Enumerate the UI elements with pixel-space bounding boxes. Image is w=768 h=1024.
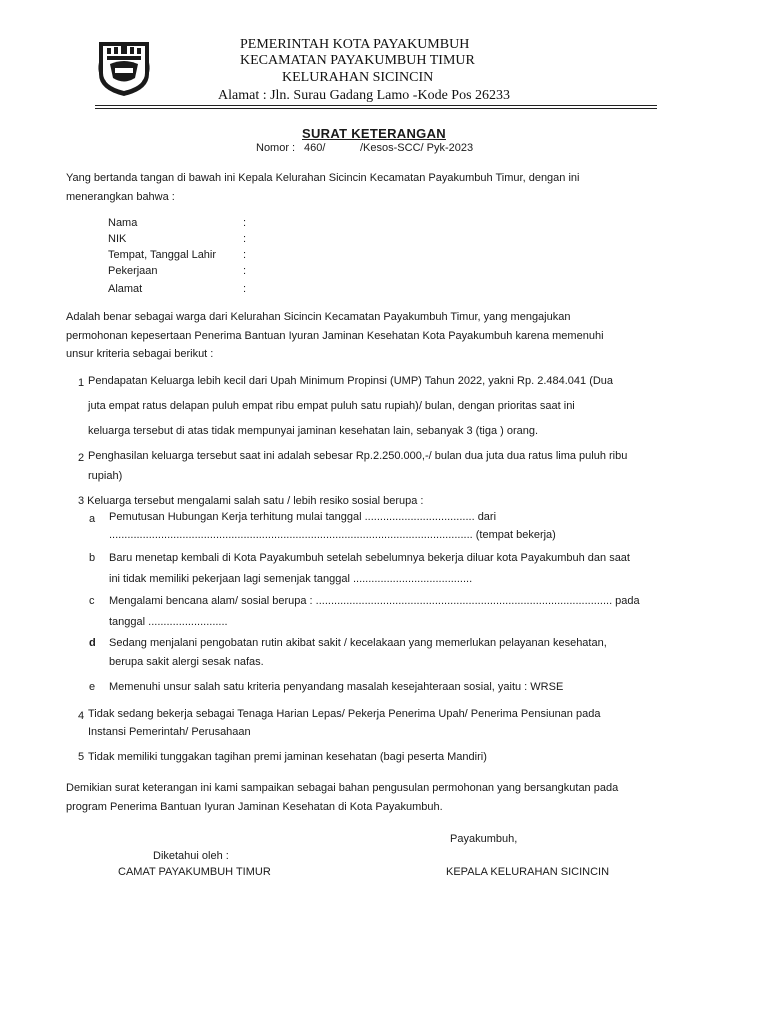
- district-name: KECAMATAN PAYAKUMBUH TIMUR: [240, 53, 475, 68]
- crest-shield-icon: [95, 38, 153, 98]
- criteria-5-line: Tidak memiliki tunggakan tagihan premi jaminan kesehatan (bagi peserta Mandiri): [88, 751, 487, 763]
- village-name: KELURAHAN SICINCIN: [282, 70, 434, 85]
- address-line: Alamat : Jln. Surau Gadang Lamo -Kode Pos 26233: [218, 88, 511, 103]
- field-label-birth: Tempat, Tanggal Lahir: [108, 249, 217, 261]
- closing-line: Demikian surat keterangan ini kami sampaikan sebagai bahan pengusulan permohonan yang bersangkutan pada: [66, 782, 619, 794]
- criteria-number: 2: [78, 452, 85, 464]
- signature-place: Payakumbuh,: [450, 833, 518, 845]
- criteria-1-line: juta empat ratus delapan puluh empat ribu empat puluh satu rupiah)/ bulan, dengan prioritas saat ini: [88, 400, 575, 412]
- statement-line: Adalah benar sebagai warga dari Kelurahan Sicincin Kecamatan Payakumbuh Timur, yang mengajukan: [66, 311, 571, 323]
- field-colon: :: [243, 265, 247, 277]
- gov-name: PEMERINTAH KOTA PAYAKUMBUH: [240, 37, 470, 52]
- sub-letter: e: [89, 681, 96, 693]
- sub-a-line: Pemutusan Hubungan Kerja terhitung mulai tanggal .................................... dari: [109, 511, 497, 523]
- field-colon: :: [243, 249, 247, 261]
- sub-e-line: Memenuhi unsur salah satu kriteria penyandang masalah kesejahteraan sosial, yaitu : WRSE: [109, 681, 564, 693]
- field-colon: :: [243, 217, 247, 229]
- sub-d-line: Sedang menjalani pengobatan rutin akibat sakit / kecelakaan yang memerlukan pelayanan kesehatan,: [109, 637, 607, 649]
- field-label-address: Alamat: [108, 283, 143, 295]
- camat-title: CAMAT PAYAKUMBUH TIMUR: [118, 866, 271, 878]
- lurah-title: KEPALA KELURAHAN SICINCIN: [446, 866, 610, 878]
- intro-line: Yang bertanda tangan di bawah ini Kepala Kelurahan Sicincin Kecamatan Payakumbuh Timur, dengan ini: [66, 172, 580, 184]
- intro-line: menerangkan bahwa :: [66, 191, 175, 203]
- closing-line: program Penerima Bantuan Iyuran Jaminan Kesehatan di Kota Payakumbuh.: [66, 801, 443, 813]
- sub-d-line: berupa sakit alergi sesak nafas.: [109, 656, 264, 668]
- sub-letter: a: [89, 513, 96, 525]
- field-label-job: Pekerjaan: [108, 265, 158, 277]
- sub-letter: c: [89, 595, 95, 607]
- criteria-number: 5: [78, 751, 85, 763]
- criteria-1-line: Pendapatan Keluarga lebih kecil dari Upah Minimum Propinsi (UMP) Tahun 2022, yakni Rp. 2.484.041 (Dua: [88, 375, 614, 387]
- criteria-2-line: Penghasilan keluarga tersebut saat ini adalah sebesar Rp.2.250.000,-/ bulan dua juta dua ratus lima puluh ribu: [88, 450, 628, 462]
- number-label: Nomor :: [256, 142, 296, 154]
- statement-line: unsur kriteria sebagai berikut :: [66, 348, 214, 360]
- criteria-2-line: rupiah): [88, 470, 123, 482]
- criteria-number: 4: [78, 710, 85, 722]
- sub-b-line: ini tidak memiliki pekerjaan lagi semenjak tanggal .......................................: [109, 573, 473, 585]
- field-label-name: Nama: [108, 217, 138, 229]
- field-colon: :: [243, 283, 247, 295]
- sub-c-line: tanggal ..........................: [109, 616, 228, 628]
- letterhead-rule-thin: [95, 108, 657, 109]
- criteria-4-line: Tidak sedang bekerja sebagai Tenaga Harian Lepas/ Pekerja Penerima Upah/ Penerima Pensiunan pada: [88, 708, 601, 720]
- number-reference: /Kesos-SCC/ Pyk-2023: [360, 142, 474, 154]
- field-label-nik: NIK: [108, 233, 127, 245]
- letterhead-rule: [95, 105, 657, 106]
- sub-c-line: Mengalami bencana alam/ sosial berupa : ................................................................................................. pada: [109, 595, 640, 607]
- field-colon: :: [243, 233, 247, 245]
- known-by-label: Diketahui oleh :: [153, 850, 229, 862]
- sub-a-line: ....................................................................................................................... (tempat bekerja): [109, 529, 556, 541]
- number-value: 460/: [304, 142, 326, 154]
- sub-letter: d: [89, 637, 96, 649]
- criteria-3-lead: 3 Keluarga tersebut mengalami salah satu / lebih resiko sosial berupa :: [78, 495, 424, 507]
- criteria-1-line: keluarga tersebut di atas tidak mempunyai jaminan kesehatan lain, sebanyak 3 (tiga ) orang.: [88, 425, 539, 437]
- sub-letter: b: [89, 552, 96, 564]
- sub-b-line: Baru menetap kembali di Kota Payakumbuh setelah sebelumnya bekerja diluar kota Payakumbuh dan saat: [109, 552, 630, 564]
- criteria-number: 1: [78, 377, 85, 389]
- statement-line: permohonan kepesertaan Penerima Bantuan Iyuran Jaminan Kesehatan Kota Payakumbuh karena memenuhi: [66, 330, 604, 342]
- document-title: SURAT KETERANGAN: [302, 126, 446, 141]
- criteria-4-line: Instansi Pemerintah/ Perusahaan: [88, 726, 251, 738]
